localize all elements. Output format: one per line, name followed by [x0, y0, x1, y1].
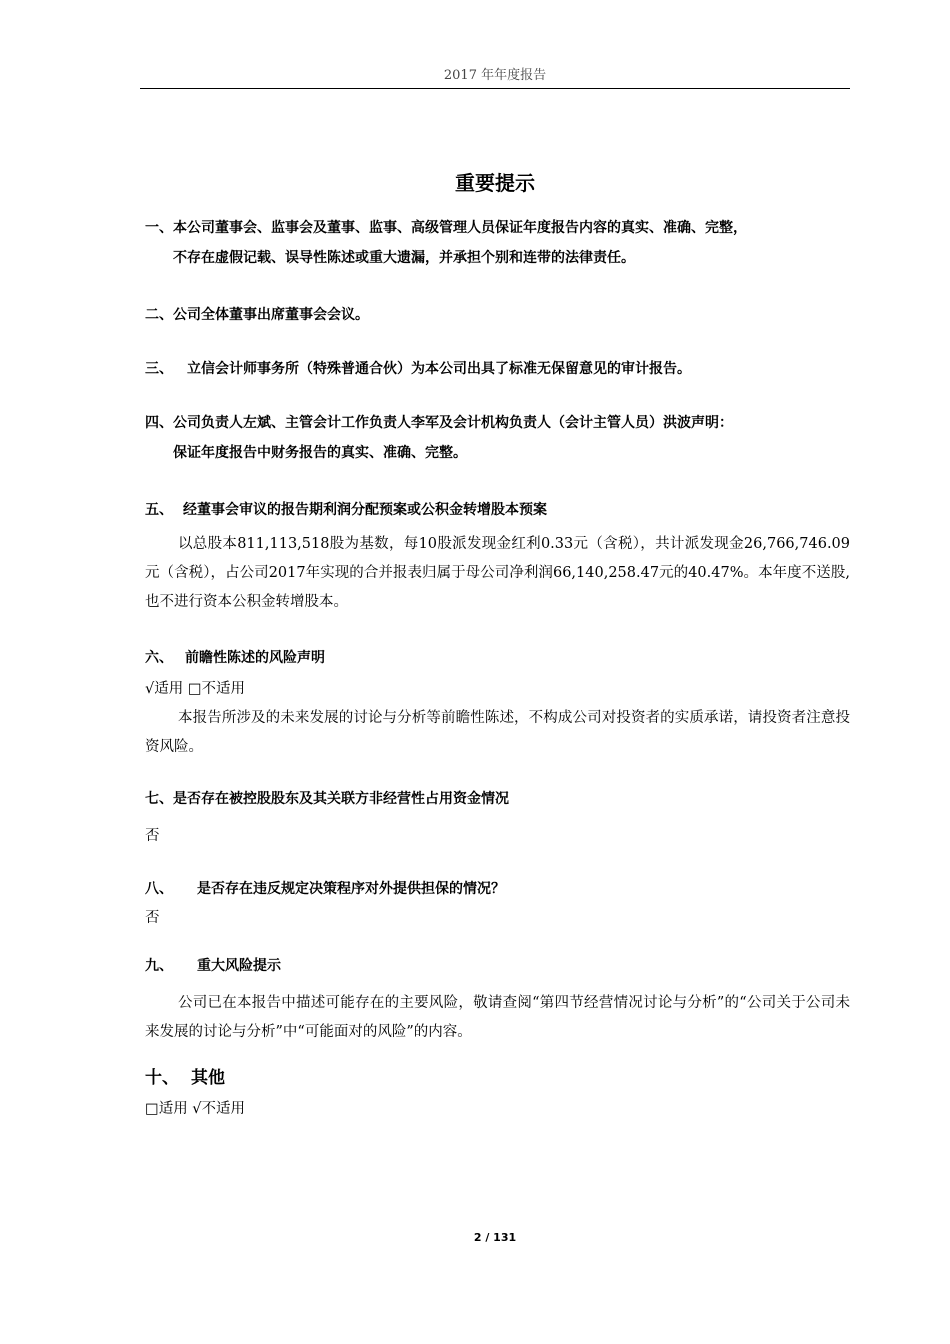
section-3-text: 立信会计师事务所（特殊普通合伙）为本公司出具了标准无保留意见的审计报告。: [187, 361, 691, 377]
section-1-line-1: 一、本公司董事会、监事会及董事、监事、高级管理人员保证年度报告内容的真实、准确、完整，: [145, 220, 747, 236]
section-3-number: 三、: [145, 361, 173, 377]
section-1-line-2: 不存在虚假记载、误导性陈述或重大遗漏，并承担个别和连带的法律责任。: [173, 250, 635, 266]
section-7-heading: 七、是否存在被控股股东及其关联方非经营性占用资金情况: [145, 791, 509, 807]
section-9: [145, 951, 850, 1047]
section-10: [145, 1063, 850, 1124]
section-6-heading: 前瞻性陈述的风险声明: [185, 650, 325, 666]
section-9-body: 公司已在本报告中描述可能存在的主要风险，敬请查阅“第四节经营情况讨论与分析”的“公司关于公司未来发展的讨论与分析”中“可能面对的风险”的内容。: [145, 995, 850, 1040]
page-title: 重要提示: [455, 171, 535, 195]
section-5-heading: 经董事会审议的报告期利润分配预案或公积金转增股本预案: [183, 502, 547, 518]
section-10-heading: 其他: [191, 1068, 225, 1088]
section-8-heading: 是否存在违反规定决策程序对外提供担保的情况？: [197, 881, 505, 897]
section-6-options: √适用 □不适用: [145, 681, 246, 697]
section-5-number: 五、: [145, 502, 173, 518]
section-5: [145, 495, 850, 617]
page-header: 2017 年年度报告: [443, 68, 547, 83]
section-4: [145, 408, 850, 468]
section-6-body: 本报告所涉及的未来发展的讨论与分析等前瞻性陈述，不构成公司对投资者的实质承诺，请投资者注意投资风险。: [145, 710, 850, 755]
section-2: [145, 300, 850, 330]
section-1: [145, 213, 850, 273]
section-6: [145, 643, 850, 762]
header-divider: [140, 88, 850, 89]
page-number: 2 / 131: [473, 1231, 517, 1244]
section-9-heading: 重大风险提示: [197, 958, 281, 974]
section-4-line-1: 四、公司负责人左斌、主管会计工作负责人李军及会计机构负责人（会计主管人员）洪波声明：: [145, 415, 733, 431]
section-4-line-2: 保证年度报告中财务报告的真实、准确、完整。: [173, 445, 467, 461]
section-8-number: 八、: [145, 881, 173, 897]
section-2-line: 二、公司全体董事出席董事会会议。: [145, 307, 369, 323]
section-8: [145, 874, 850, 933]
section-6-number: 六、: [145, 650, 173, 666]
section-8-answer: 否: [145, 910, 160, 926]
section-10-number: 十、: [145, 1068, 179, 1088]
section-7: [145, 784, 850, 851]
section-10-options: □适用 √不适用: [145, 1101, 246, 1117]
section-7-answer: 否: [145, 828, 160, 844]
section-5-body: 以总股本811,113,518股为基数，每10股派发现金红利0.33元（含税），共计派发现金26,766,746.09元（含税），占公司2017年实现的合并报表归属于母公司净利润66,140,258.47元的40.47%。本年度不送股,也不进行资本公积金转增股本。: [145, 536, 850, 610]
section-9-number: 九、: [145, 958, 173, 974]
section-3: [145, 354, 850, 384]
